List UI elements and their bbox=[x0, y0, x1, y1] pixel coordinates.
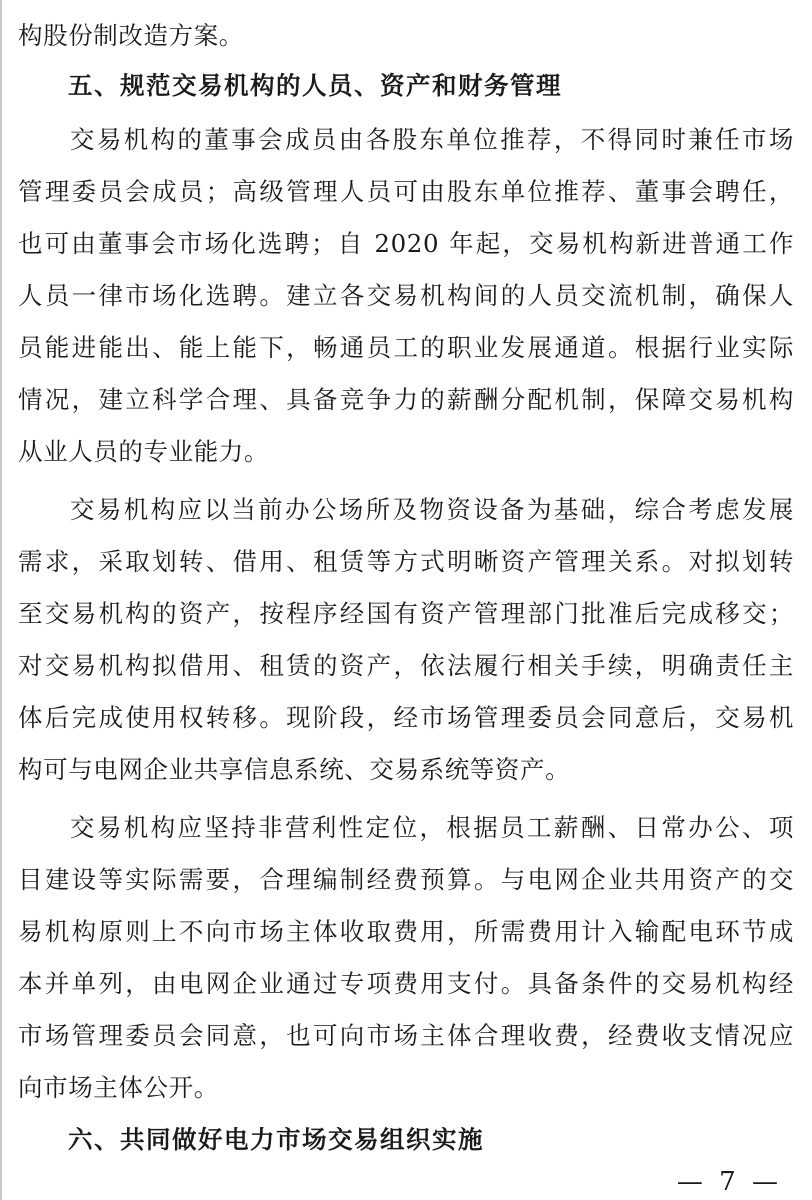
text-line: 市场管理委员会同意，也可向市场主体合理收费，经费收支情况应 bbox=[18, 1021, 794, 1050]
text-line: 人员一律市场化选聘。建立各交易机构间的人员交流机制，确保人 bbox=[18, 281, 794, 310]
text-line: 向市场主体公开。 bbox=[18, 1073, 219, 1102]
text-line: 构可与电网企业共享信息系统、交易系统等资产。 bbox=[18, 755, 571, 784]
text-line: 员能进能出、能上能下，畅通员工的职业发展通道。根据行业实际 bbox=[18, 333, 794, 362]
section-heading: 六、共同做好电力市场交易组织实施 bbox=[68, 1125, 484, 1154]
text-line: 体后完成使用权转移。现阶段，经市场管理委员会同意后，交易机 bbox=[18, 703, 794, 732]
text-line: 目建设等实际需要，合理编制经费预算。与电网企业共用资产的交 bbox=[18, 865, 794, 894]
text-line: 交易机构的董事会成员由各股东单位推荐，不得同时兼任市场 bbox=[70, 125, 794, 154]
page-number: — 7 — bbox=[676, 1167, 782, 1197]
text-line: 也可由董事会市场化选聘；自 2020 年起，交易机构新进普通工作 bbox=[18, 229, 794, 258]
text-line: 易机构原则上不向市场主体收取费用，所需费用计入输配电环节成 bbox=[18, 917, 794, 946]
section-heading: 五、规范交易机构的人员、资产和财务管理 bbox=[68, 71, 562, 100]
text-line: 交易机构应以当前办公场所及物资设备为基础，综合考虑发展 bbox=[70, 495, 794, 524]
text-line: 交易机构应坚持非营利性定位，根据员工薪酬、日常办公、项 bbox=[70, 813, 794, 842]
text-line: 从业人员的专业能力。 bbox=[18, 437, 269, 466]
text-line: 管理委员会成员；高级管理人员可由股东单位推荐、董事会聘任， bbox=[18, 177, 794, 206]
text-line: 至交易机构的资产，按程序经国有资产管理部门批准后完成移交； bbox=[18, 599, 794, 628]
text-line: 本并单列，由电网企业通过专项费用支付。具备条件的交易机构经 bbox=[18, 969, 794, 998]
text-line: 构股份制改造方案。 bbox=[18, 21, 244, 50]
text-line: 情况，建立科学合理、具备竞争力的薪酬分配机制，保障交易机构 bbox=[18, 385, 794, 414]
text-line: 需求，采取划转、借用、租赁等方式明晰资产管理关系。对拟划转 bbox=[18, 547, 794, 576]
text-line: 对交易机构拟借用、租赁的资产，依法履行相关手续，明确责任主 bbox=[18, 651, 794, 680]
